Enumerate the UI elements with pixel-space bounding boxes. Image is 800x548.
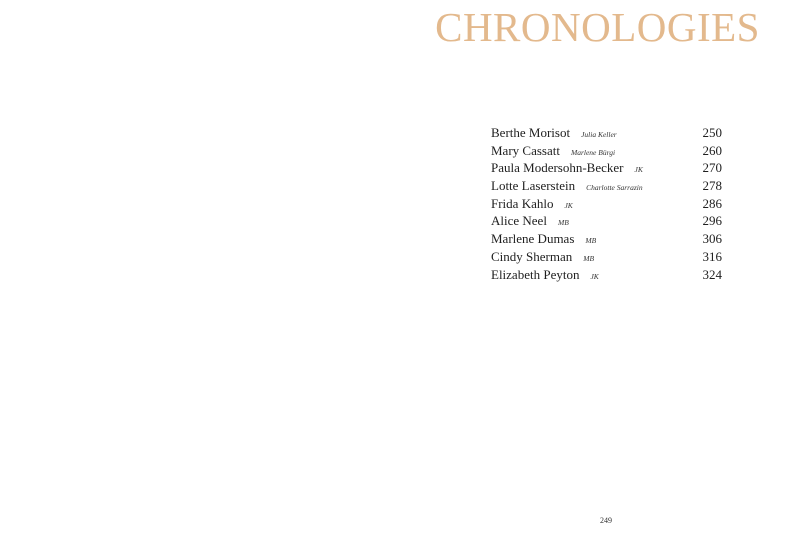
toc-entry-elizabeth-peyton <box>491 266 722 284</box>
toc-page-number: 270 <box>702 160 722 176</box>
toc-page-number: 286 <box>702 195 722 211</box>
toc-author: Marlene Bürgi <box>570 147 616 157</box>
toc-artist-name: Elizabeth Peyton <box>491 266 580 282</box>
toc-author: MB <box>585 236 597 246</box>
toc-author: Julia Keller <box>581 130 617 139</box>
toc-artist-name: Berthe Morisot <box>491 125 571 140</box>
toc-entry-cindy-sherman <box>491 248 722 266</box>
toc-artist-name: Cindy Sherman <box>491 248 573 264</box>
toc-author: MB <box>583 253 595 263</box>
toc-artist-name: Paula Modersohn-Becker <box>491 160 624 176</box>
toc-entry-alice-neel <box>491 212 722 230</box>
toc-artist-name: Marlene Dumas <box>491 231 575 247</box>
toc-entry-lotte-laserstein <box>491 177 722 195</box>
toc-artist-name: Frida Kahlo <box>491 195 554 211</box>
page-title: CHRONOLOGIES <box>435 4 760 50</box>
toc-entry-marlene-dumas <box>491 230 722 248</box>
toc-artist-name: Mary Cassatt <box>491 142 560 158</box>
table-of-contents <box>491 124 722 283</box>
toc-page-number: 250 <box>702 125 722 140</box>
toc-author: JK <box>590 271 599 281</box>
toc-author: JK <box>634 165 643 175</box>
toc-page-number: 260 <box>702 142 722 158</box>
toc-artist-name: Alice Neel <box>491 213 547 229</box>
toc-page-number: 324 <box>702 266 722 282</box>
toc-page-number: 278 <box>702 178 722 194</box>
toc-author: MB <box>557 218 569 228</box>
toc-page-number: 296 <box>702 213 722 229</box>
toc-page-number: 306 <box>702 231 722 247</box>
toc-author: JK <box>564 200 573 210</box>
toc-entry-paula-modersohn-becker <box>491 159 722 177</box>
toc-author: Charlotte Sarrazin <box>586 183 643 193</box>
toc-entry-berthe-morisot <box>491 124 722 142</box>
toc-entry-frida-kahlo <box>491 195 722 213</box>
toc-page-number: 316 <box>702 248 722 264</box>
toc-entry-mary-cassatt <box>491 142 722 160</box>
toc-artist-name: Lotte Laserstein <box>491 178 576 194</box>
page-number: 249 <box>600 516 612 525</box>
